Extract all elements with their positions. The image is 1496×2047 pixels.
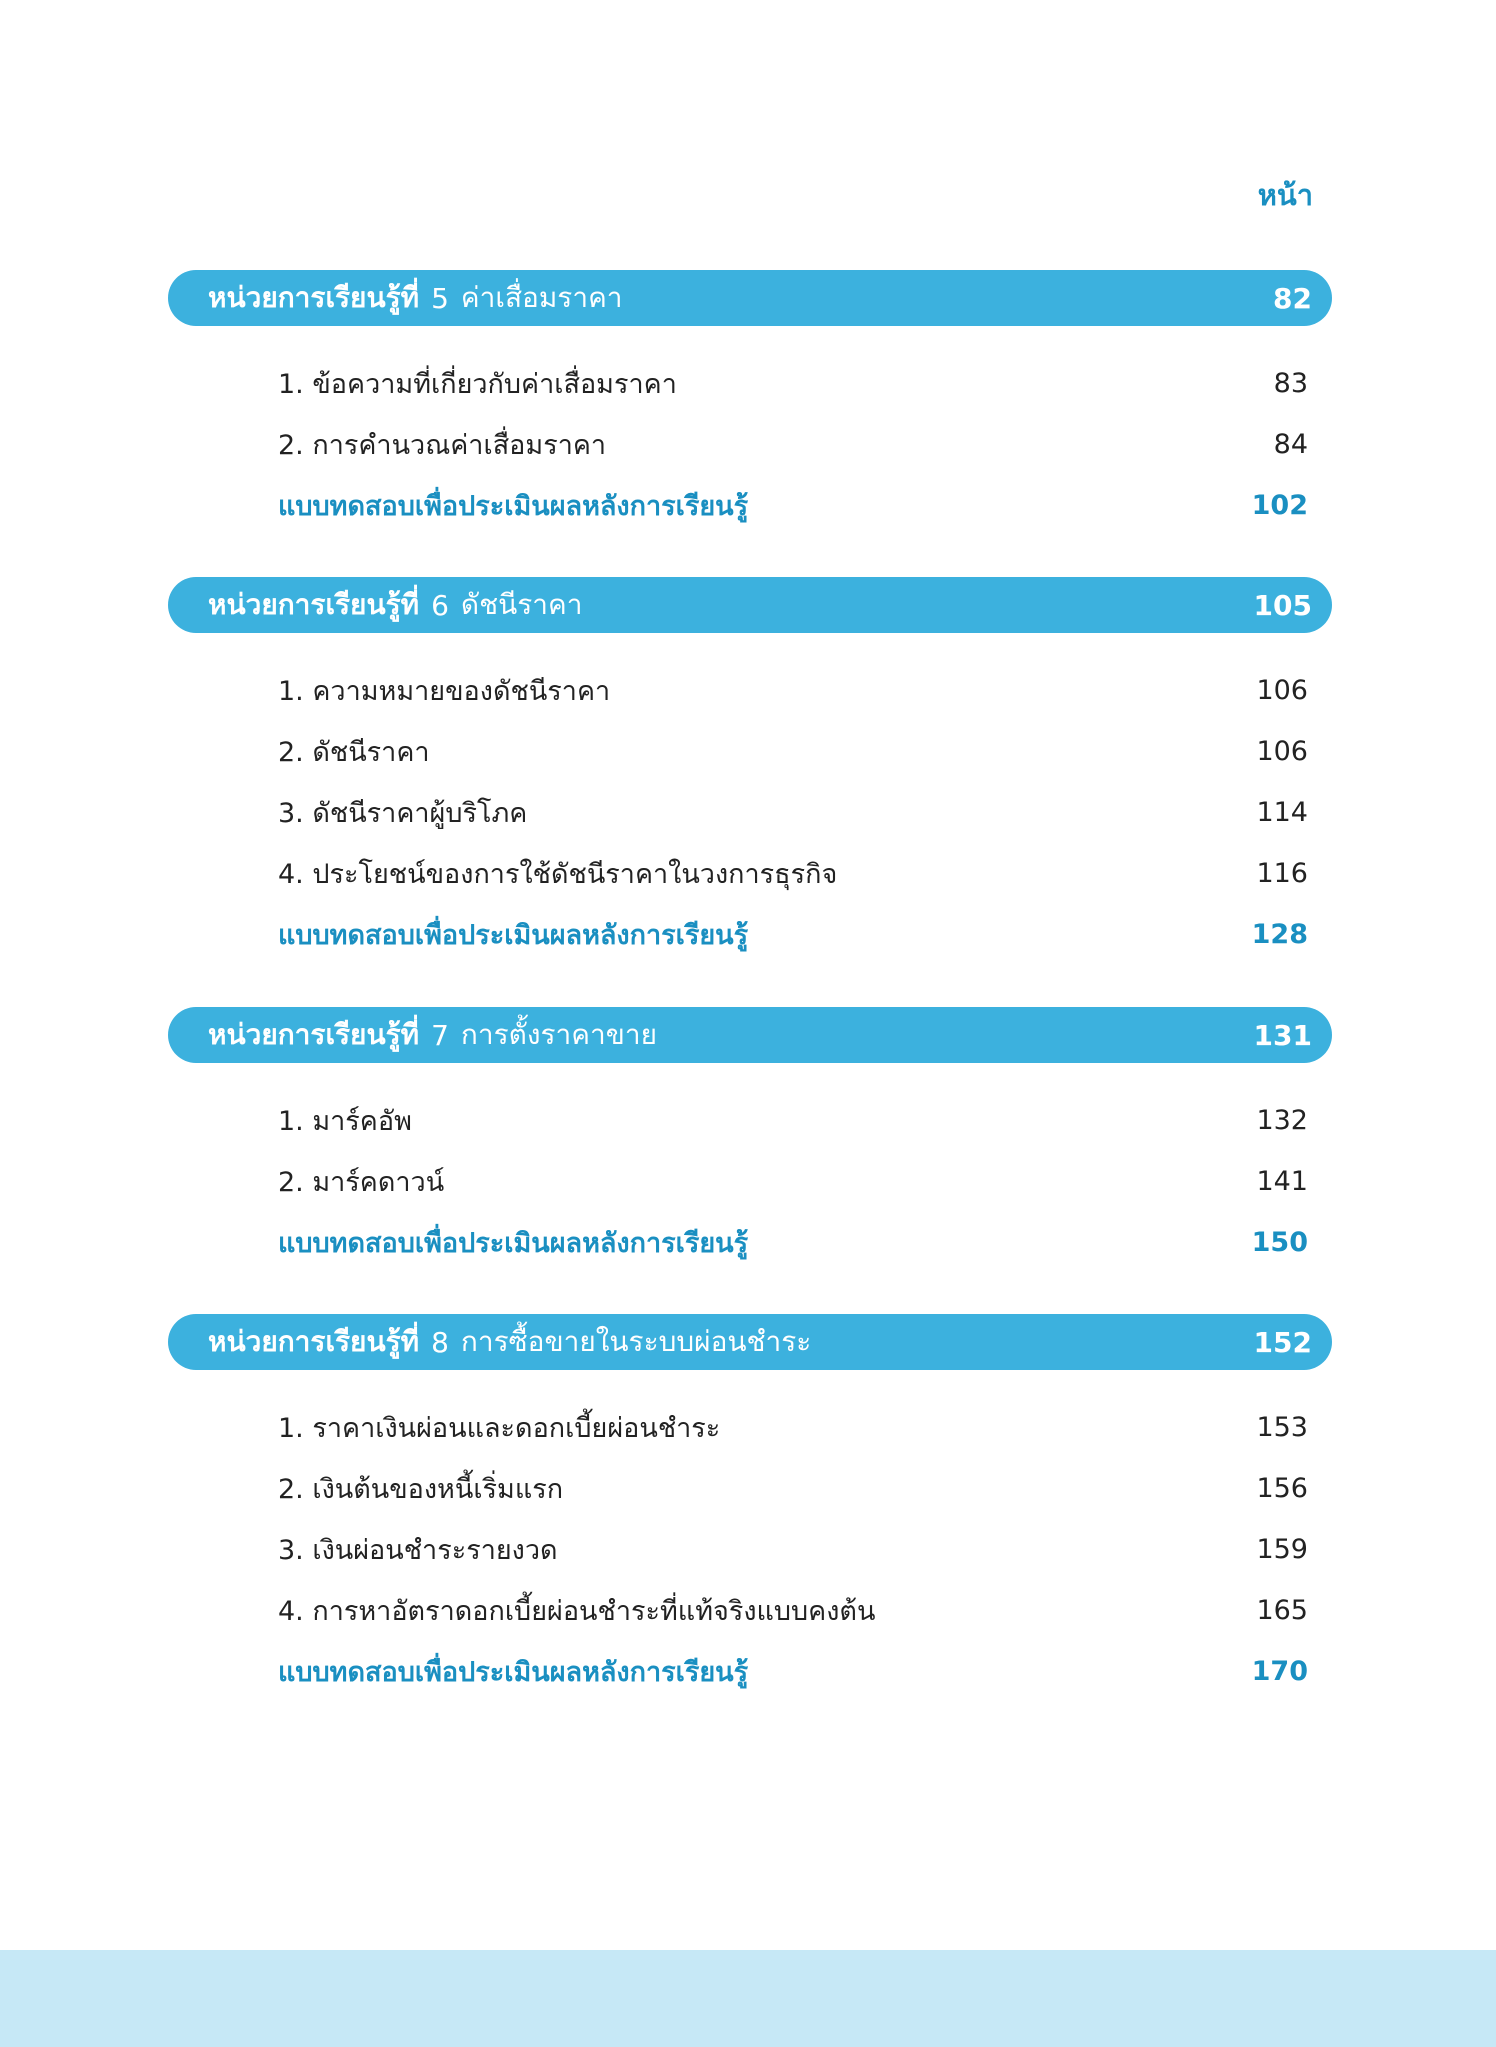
entry-title: 1. มาร์คอัพ [278,1106,412,1137]
entry-page-number: 159 [1256,1534,1308,1565]
toc-entry[interactable] [168,414,1332,475]
assessment-title: แบบทดสอบเพื่อประเมินผลหลังการเรียนรู้ [278,1657,749,1688]
entry-title: 4. ประโยชน์ของการใช้ดัชนีราคาในวงการธุรกิจ [278,859,838,890]
toc-entry[interactable] [168,1580,1332,1641]
toc-entry-assessment[interactable] [168,1641,1332,1702]
unit-entries [168,353,1332,536]
entry-title: 3. ดัชนีราคาผู้บริโภค [278,798,528,829]
unit-label: หน่วยการเรียนรู้ที่ [208,1018,420,1051]
toc-entry[interactable] [168,1519,1332,1580]
unit-page-number: 152 [1253,1325,1312,1359]
unit-page-number: 105 [1253,588,1312,622]
unit-label: หน่วยการเรียนรู้ที่ [208,281,420,314]
toc-entry-assessment[interactable] [168,904,1332,965]
unit-entries [168,660,1332,965]
toc-entry-assessment[interactable] [168,475,1332,536]
unit-number: 6 [431,588,449,622]
unit-title: การซื้อขายในระบบผ่อนชำระ [460,1325,812,1358]
entry-page-number: 153 [1256,1412,1308,1443]
unit-header[interactable] [168,577,1332,633]
toc-entry[interactable] [168,1458,1332,1519]
unit-page-number: 131 [1253,1018,1312,1052]
unit-entries [168,1090,1332,1273]
unit-number: 5 [431,281,449,315]
entry-page-number: 84 [1273,429,1308,460]
assessment-page-number: 128 [1251,919,1308,950]
unit-number: 8 [431,1325,449,1359]
entry-page-number: 106 [1256,675,1308,706]
entry-page-number: 83 [1273,368,1308,399]
entry-title: 2. เงินต้นของหนี้เริ่มแรก [278,1474,564,1505]
unit-title: ดัชนีราคา [460,588,583,621]
unit-section-8 [168,1314,1332,1702]
entry-title: 1. ราคาเงินผ่อนและดอกเบี้ยผ่อนชำระ [278,1413,721,1444]
entry-page-number: 156 [1256,1473,1308,1504]
assessment-title: แบบทดสอบเพื่อประเมินผลหลังการเรียนรู้ [278,1228,749,1259]
entry-title: 1. ข้อความที่เกี่ยวกับค่าเสื่อมราคา [278,369,677,400]
footer-band [0,1950,1496,2047]
toc-entry[interactable] [168,1397,1332,1458]
entry-page-number: 114 [1256,797,1308,828]
unit-page-number: 82 [1273,281,1312,315]
unit-section-5 [168,270,1332,536]
toc-entry[interactable] [168,1090,1332,1151]
assessment-title: แบบทดสอบเพื่อประเมินผลหลังการเรียนรู้ [278,491,749,522]
entry-page-number: 116 [1256,858,1308,889]
toc-entry[interactable] [168,721,1332,782]
unit-entries [168,1397,1332,1702]
toc-entry[interactable] [168,660,1332,721]
unit-label: หน่วยการเรียนรู้ที่ [208,588,420,621]
assessment-page-number: 150 [1251,1227,1308,1258]
unit-title: การตั้งราคาขาย [460,1018,657,1051]
entry-page-number: 165 [1256,1595,1308,1626]
assessment-page-number: 102 [1251,490,1308,521]
unit-section-6 [168,577,1332,965]
entry-page-number: 132 [1256,1105,1308,1136]
entry-title: 2. การคำนวณค่าเสื่อมราคา [278,430,607,461]
unit-header[interactable] [168,270,1332,326]
entry-page-number: 141 [1256,1166,1308,1197]
toc-entry[interactable] [168,1151,1332,1212]
entry-title: 1. ความหมายของดัชนีราคา [278,676,611,707]
unit-header[interactable] [168,1007,1332,1063]
assessment-title: แบบทดสอบเพื่อประเมินผลหลังการเรียนรู้ [278,920,749,951]
toc-entry-assessment[interactable] [168,1212,1332,1273]
entry-title: 3. เงินผ่อนชำระรายงวด [278,1535,558,1566]
unit-label: หน่วยการเรียนรู้ที่ [208,1325,420,1358]
entry-title: 4. การหาอัตราดอกเบี้ยผ่อนชำระที่แท้จริงแบบคงต้น [278,1596,876,1627]
assessment-page-number: 170 [1251,1656,1308,1687]
unit-number: 7 [431,1018,449,1052]
toc-entry[interactable] [168,782,1332,843]
unit-title: ค่าเสื่อมราคา [460,281,623,314]
unit-header[interactable] [168,1314,1332,1370]
page-column-label: หน้า [1257,178,1313,212]
toc-entry[interactable] [168,353,1332,414]
entry-title: 2. มาร์คดาวน์ [278,1167,445,1198]
toc-entry[interactable] [168,843,1332,904]
unit-section-7 [168,1007,1332,1273]
entry-page-number: 106 [1256,736,1308,767]
entry-title: 2. ดัชนีราคา [278,737,430,768]
